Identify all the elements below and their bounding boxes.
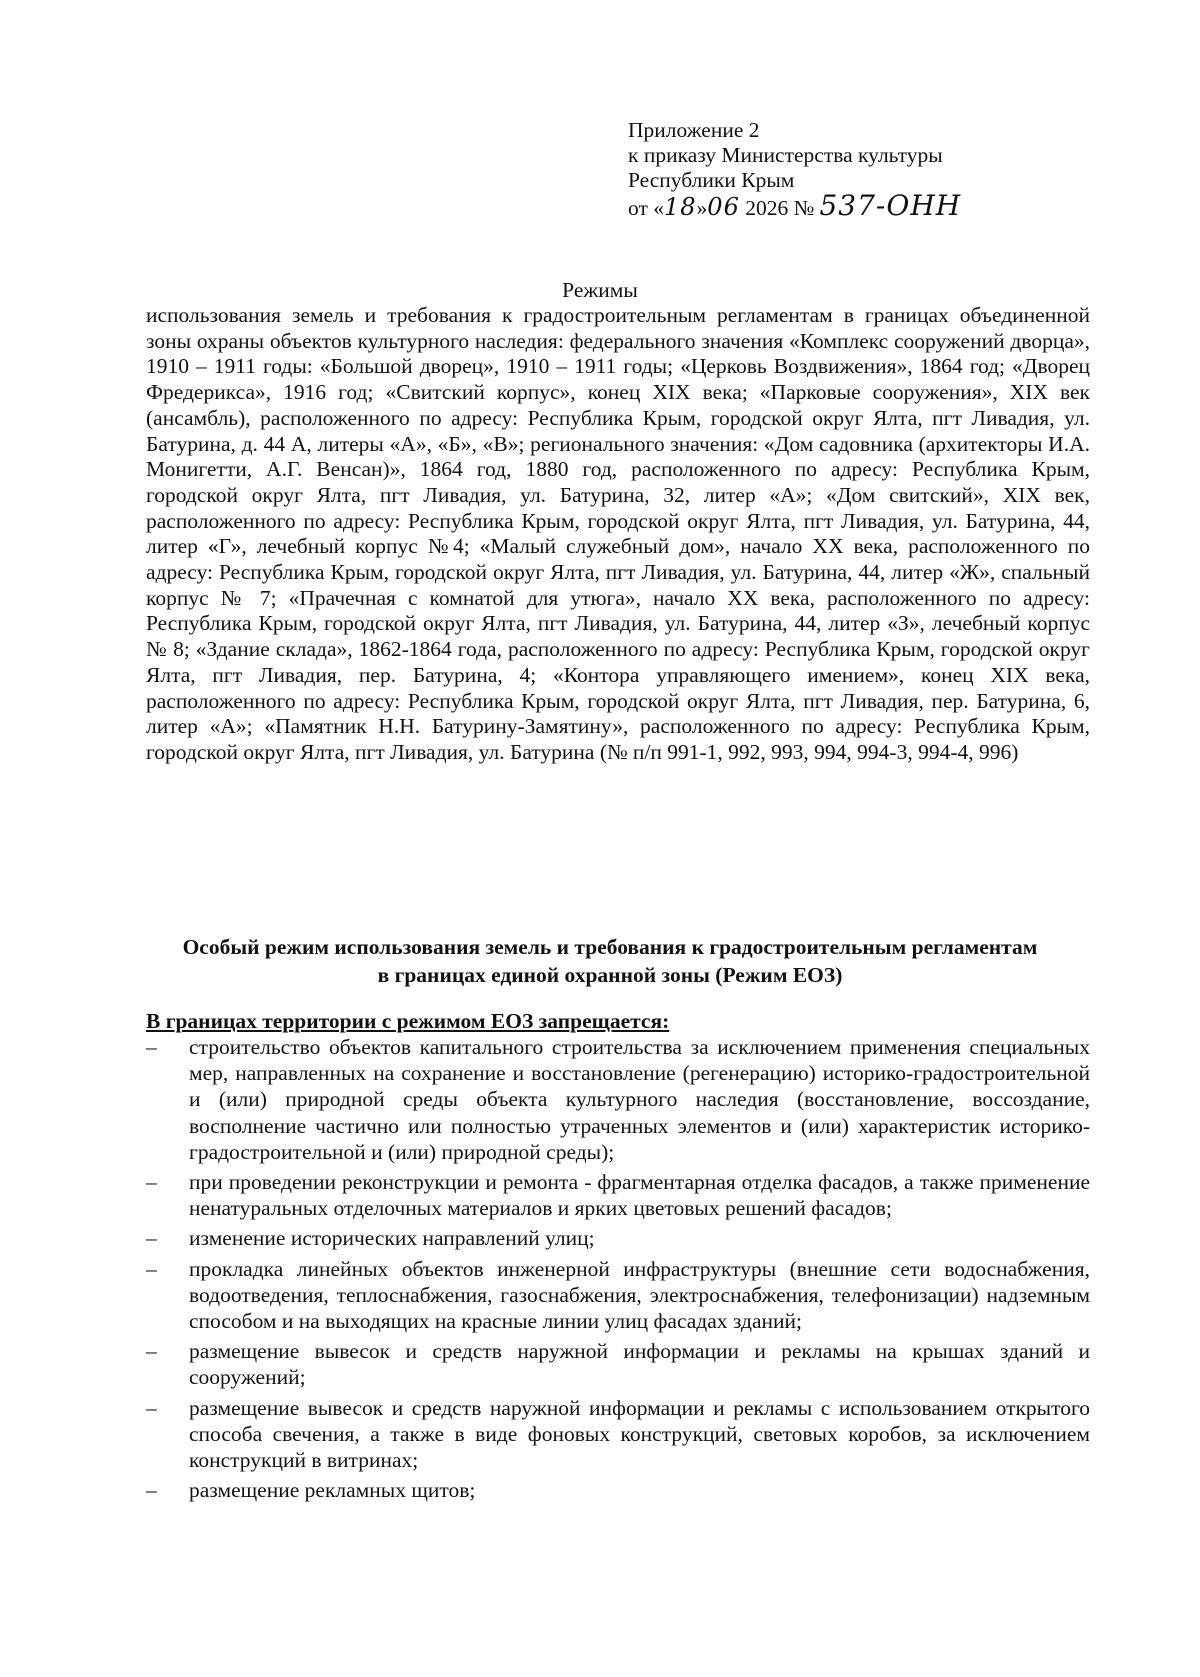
bullet-dash: – (146, 1339, 157, 1364)
section-title (120, 933, 1100, 989)
bullet-dash: – (146, 1170, 157, 1195)
date-year: 2026 № (739, 196, 815, 220)
bullet-dash: – (146, 1256, 157, 1281)
annex-date-line (628, 189, 1048, 222)
annex-republic-line: Республики Крым (628, 168, 795, 192)
date-prefix: от « (628, 196, 664, 220)
bullet-dash: – (146, 1226, 157, 1251)
list-item: – размещение рекламных щитов; (146, 1478, 476, 1503)
bullet-dash: – (146, 1035, 157, 1059)
list-item: – изменение исторических направлений улиц; (146, 1226, 595, 1251)
annex-title: Приложение 2 (628, 118, 760, 142)
intro-paragraph: использования земель и требования к градостроительным регламентам в границах объединенной зоны охраны объектов культурного наследия: федерального значения «Комплекс сооружений дворца», 1910 – 1911 годы: «Большой дворец», 1910 – 1911 годы; «Церковь Воздвижения», 1864 год; «Дворец Фредерикса», 1916 год; «Свитский корпус», конец XIX века; «Парковые сооружения», XIX век (ансамбль), расположенного по адресу: Республика Крым, городской округ Ялта, пгт Ливадия, ул. Батурина, д. 44 А, литеры «А», «Б», «В»; регионального значения: «Дом садовника (архитекторы И.А. Монигетти, А.Г. Венсан)», 1864 год, 1880 год, расположенного по адресу: Республика Крым, городской округ Ялта, пгт Ливадия, ул. Батурина, 32, литер «А»; «Дом свитский», XIX век, расположенного по адресу: Республика Крым, городской округ Ялта, пгт Ливадия, ул. Батурина, 44, литер «Г», лечебный корпус №4; «Малый служебный дом», начало XX века, расположенного по адресу: Республика Крым, городской округ Ялта, пгт Ливадия, ул. Батурина, 44, литер «Ж», спальный корпус № 7; «Прачечная с комнатой для утюга», начало XX века, расположенного по адресу: Республика Крым, городской округ Ялта, пгт Ливадия, ул. Батурина, 44, литер «З», лечебный корпус № 8; «Здание склада», 1862-1864 года, расположенного по адресу: Республика Крым, городской округ Ялта, пгт Ливадия, пер. Батурина, 4; «Контора управляющего имением», конец XIX века, расположенного по адресу: Республика Крым, городской округ Ялта, пгт Ливадия, пер. Батурина, 6, литер «А»; «Памятник Н.Н. Батурину-Замятину», расположенного по адресу: Республика Крым, городской округ Ялта, пгт Ливадия, ул. Батурина (№ п/п 991-1, 992, 993, 994, 994-3, 994-4, 996) (146, 303, 1090, 764)
bullet-dash: – (146, 1395, 157, 1420)
list-item: – размещение вывесок и средств наружной информации и рекламы с использованием открытого способа свечения, а также в виде фоновых конструкций, световых коробов, за исключением конструкций в витринах; (146, 1395, 1090, 1473)
handwritten-order-number: 537-ОНН (819, 189, 962, 222)
date-mid: » (696, 196, 708, 220)
list-item: – размещение вывесок и средств наружной информации и рекламы на крышах зданий и сооружений; (146, 1339, 1090, 1390)
section-title-line-1: Особый режим использования земель и требования к градостроительным регламентам (182, 935, 1038, 959)
handwritten-month: 06 (707, 193, 740, 221)
prohibitions-list (146, 1034, 1090, 1507)
list-item: – прокладка линейных объектов инженерной инфраструктуры (внешние сети водоснабжения, водоотведения, теплоснабжения, газоснабжения, электроснабжения, телефонизации) надземным способом и на выходящих на красные линии улиц фасадах зданий; (146, 1256, 1090, 1334)
annex-order-line: к приказу Министерства культуры (628, 143, 943, 167)
document-heading: Режимы (562, 278, 638, 302)
list-item: – строительство объектов капитального строительства за исключением применения специальных мер, направленных на сохранение и восстановление (регенерацию) историко-градостроительной и (или) природной среды объекта культурного наследия (восстановление, воссоздание, восполнение частично или полностью утраченных элементов и (или) характеристик историко-градостроительной и (или) природной среды); (146, 1035, 1090, 1164)
bullet-dash: – (146, 1478, 157, 1503)
list-item: – при проведении реконструкции и ремонта - фрагментарная отделка фасадов, а также применение ненатуральных отделочных материалов и ярких цветовых решений фасадов; (146, 1170, 1090, 1221)
annex-block (628, 118, 1048, 221)
section-title-line-2: в границах единой охранной зоны (Режим ЕОЗ) (377, 963, 843, 987)
handwritten-day: 18 (664, 193, 697, 221)
prohibitions-subheading: В границах территории с режимом ЕОЗ запрещается: (146, 1009, 670, 1033)
